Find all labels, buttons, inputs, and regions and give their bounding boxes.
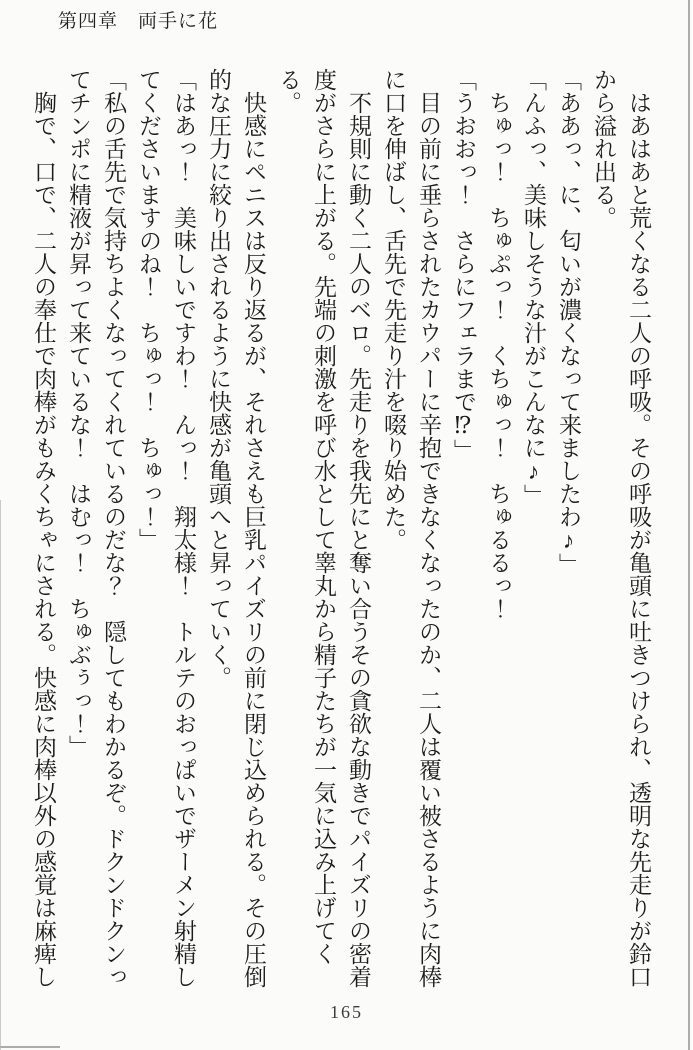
paragraph: 「はあっ！ 美味しいですわ！ んっ！ 翔太様！ トルテのおっぱいでザーメン射精してくださいますのね！ ちゅっ！ ちゅっ！」 [136, 68, 196, 988]
body-text-container [26, 68, 656, 990]
scan-artifact-right-edge [688, 0, 690, 1050]
paragraph: 「んふっ、美味しそうな汁がこんなに♪」 [521, 68, 546, 507]
page-number: 165 [330, 1002, 363, 1022]
paragraph: 不規則に動く二人のベロ。先走りを我先にと奪い合うその貪欲な動きでパイズリの密着度がさらに上がる。先端の刺激を呼び水として睾丸から精子たちが一気に込み上げてくる。 [276, 68, 371, 988]
chapter-header: 第四章 両手に花 [58, 11, 219, 32]
paragraph: はあはあと荒くなる二人の呼吸。その呼吸が亀頭に吐きつけられ、透明な先走りが鈴口から溢れ出る。 [591, 68, 651, 988]
scan-artifact-left-edge [0, 500, 1, 1050]
paragraph: 「ああっ、に、匂いが濃くなって来ましたわ♪」 [556, 68, 581, 576]
paragraph: 目の前に垂らされたカウパーに辛抱できなくなったのか、二人は覆い被さるように肉棒に口を伸ばし、舌先で先走り汁を啜り始めた。 [381, 68, 441, 988]
paragraph: 「うおおっ！ さらにフェラまで⁉」 [451, 68, 476, 462]
paragraph: ちゅっ！ ちゅぷっ！ くちゅっ！ ちゅるるっ！ [486, 91, 511, 620]
scan-artifact-bottom-edge [0, 1046, 60, 1048]
paragraph: 胸で、口で、二人の奉仕で肉棒がもみくちゃにされる。快感に肉棒以外の感覚は麻痺し [31, 91, 56, 988]
paragraph: 快感にペニスは反り返るが、それさえも巨乳パイズリの前に閉じ込められる。その圧倒的な圧力に絞り出されるように快感が亀頭へと昇っていく。 [206, 68, 266, 988]
paragraph: 「私の舌先で気持ちよくなってくれているのだな？ 隠してもわかるぞ。ドクンドクンってチンポに精液が昇って来ているな！ はむっ！ ちゅぶぅっ！」 [66, 68, 126, 988]
